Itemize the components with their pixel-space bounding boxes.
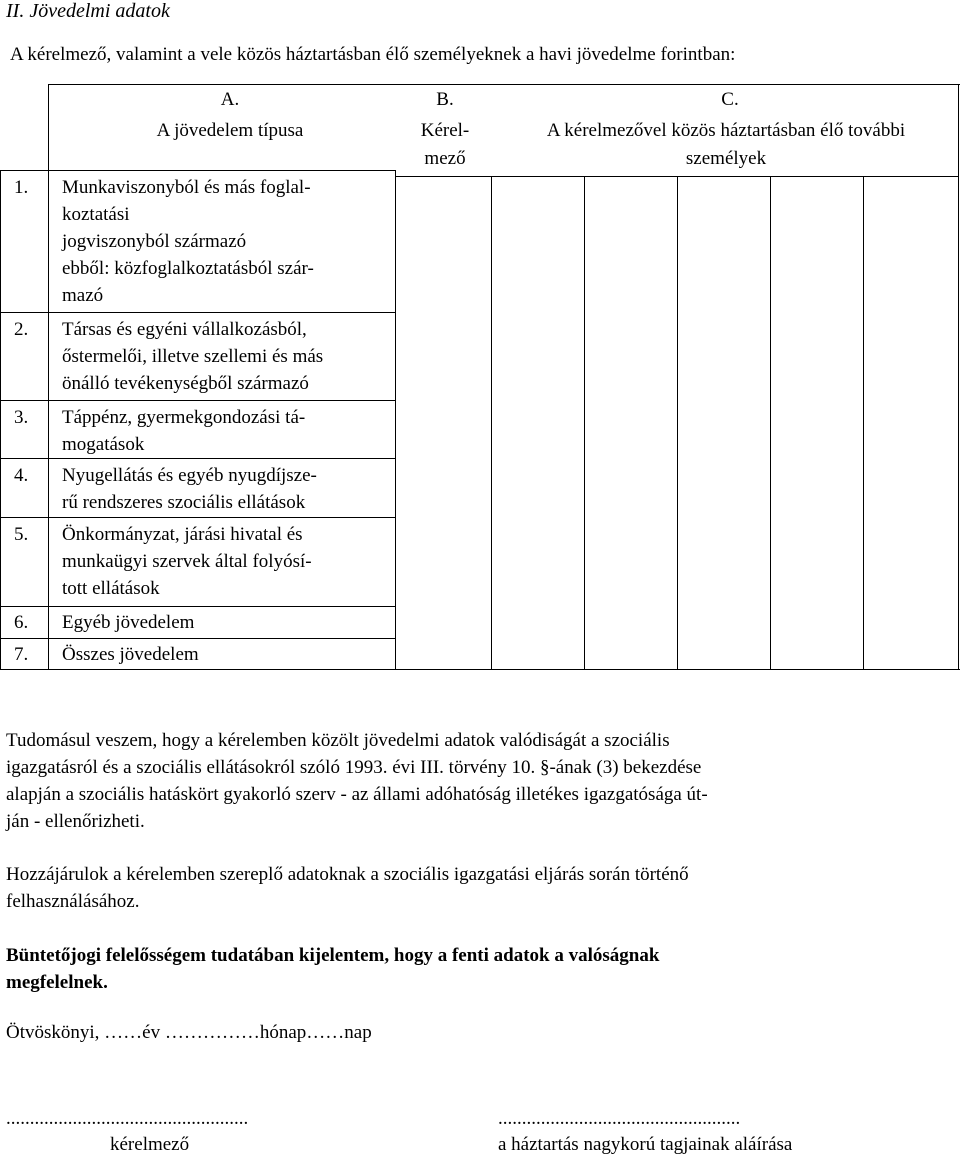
- col-header-others-l2: személyek: [685, 148, 767, 169]
- section-title: II. Jövedelmi adatok: [6, 0, 170, 22]
- row-label: Munkaviszonyból és más foglal- koztatási jogviszonyból származó ebből: közfoglalkoztatásból szár- mazó: [62, 177, 314, 306]
- person-amount-column[interactable]: [491, 176, 586, 670]
- row-line: [0, 400, 396, 401]
- col-header-type: A jövedelem típusa: [156, 120, 304, 141]
- row-line: [0, 312, 396, 313]
- household-signature-label: a háztartás nagykorú tagjainak aláírása: [498, 1134, 793, 1155]
- row-number: 2.: [14, 319, 29, 340]
- col-letter-c: C.: [721, 89, 739, 110]
- col-letter-a: A.: [220, 89, 240, 110]
- col-letter-b: B.: [436, 89, 454, 110]
- declaration-liability: Büntetőjogi felelősségem tudatában kijelentem, hogy a fenti adatok a valóságnak megfelelnek.: [6, 945, 660, 993]
- person-amount-column[interactable]: [770, 176, 865, 670]
- row-label: Nyugellátás és egyéb nyugdíjsze- rű rendszeres szociális ellátások: [62, 465, 317, 513]
- row-label: Önkormányzat, járási hivatal és munkaügyi szervek által folyósí- tott ellátások: [62, 524, 312, 599]
- table-left-border: [48, 84, 49, 670]
- row-number: 4.: [14, 465, 29, 486]
- household-signature-line[interactable]: ...................................................: [498, 1108, 741, 1129]
- applicant-signature-line[interactable]: ...................................................: [6, 1108, 249, 1129]
- declaration-consent: Hozzájárulok a kérelemben szereplő adatoknak a szociális igazgatási eljárás során történő felhasználásához.: [6, 864, 689, 912]
- row-number: 3.: [14, 407, 29, 428]
- person-amount-column[interactable]: [584, 176, 679, 670]
- row-number: 5.: [14, 524, 29, 545]
- row-line: [0, 638, 396, 639]
- applicant-signature-label: kérelmező: [110, 1134, 190, 1155]
- col-header-others-l1: A kérelmezővel közös háztartásban élő további: [546, 120, 906, 141]
- applicant-amount-column[interactable]: [395, 176, 493, 670]
- table-top-border: [48, 84, 960, 85]
- col-header-applicant-l2: mező: [424, 148, 466, 169]
- row-label: Táppénz, gyermekgondozási tá- mogatások: [62, 407, 306, 455]
- date-line[interactable]: Ötvöskönyi, ……év ……………hónap……nap: [6, 1022, 372, 1043]
- row-line: [0, 606, 396, 607]
- row-number: 1.: [14, 177, 29, 198]
- row-line: [0, 170, 396, 171]
- person-amount-column[interactable]: [677, 176, 772, 670]
- row-line: [0, 517, 396, 518]
- row-label: Társas és egyéni vállalkozásból, őstermelői, illetve szellemi és más önálló tevékenységből származó: [62, 319, 324, 394]
- declaration-verification: Tudomásul veszem, hogy a kérelemben közölt jövedelmi adatok valódiságát a szociális igazgatásról és a szociális ellátásokról szóló 1993. évi III. törvény 10. §-ának (3) bekezdése alapján a szociális hatáskört gyakorló szerv - az állami adóhatóság illetékes igazgatósága út- ján - ellenőrizheti.: [6, 730, 708, 832]
- row-label: Egyéb jövedelem: [62, 612, 195, 633]
- row-number: 7.: [14, 644, 29, 665]
- person-amount-column[interactable]: [863, 176, 959, 670]
- col-header-applicant-l1: Kérel-: [420, 120, 470, 141]
- row-label: Összes jövedelem: [62, 644, 199, 665]
- intro-text: A kérelmező, valamint a vele közös háztartásban élő személyeknek a havi jövedelme forintban:: [10, 44, 736, 65]
- row-number: 6.: [14, 612, 29, 633]
- table-left-outer-border: [0, 170, 1, 670]
- row-line: [0, 458, 396, 459]
